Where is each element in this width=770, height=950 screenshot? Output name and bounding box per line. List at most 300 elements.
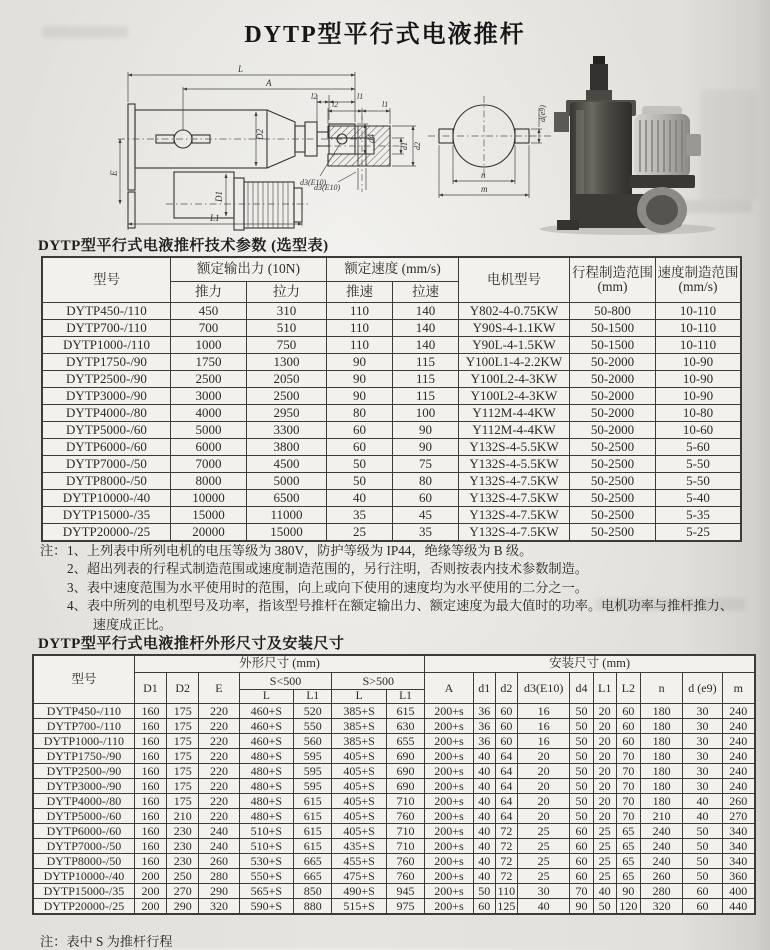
value-cell: 45 [393,507,459,524]
value-cell: 10-60 [656,422,741,439]
value-cell: 220 [199,764,239,779]
value-cell: 50-2000 [570,388,656,405]
value-cell: 50 [683,854,722,869]
value-cell: 25 [517,869,569,884]
value-cell: 5000 [247,473,327,490]
value-cell: 385+S [332,704,386,719]
value-cell: 30 [517,884,569,899]
table-row [34,764,755,779]
value-cell: 710 [386,824,424,839]
col-header-d-e9: d (e9) [683,673,722,704]
value-cell: 945 [386,884,424,899]
value-cell: 160 [134,719,166,734]
model-cell: DYTP8000-/50 [34,854,135,869]
value-cell: 35 [393,524,459,541]
value-cell: 64 [495,749,517,764]
value-cell: 435+S [332,839,386,854]
table-row [34,839,755,854]
value-cell: 480+S [239,779,293,794]
col-header-s-lt-500: S<500 [239,673,332,690]
page-title: DYTP型平行式电液推杆 [244,22,526,48]
value-cell: 200 [134,884,166,899]
value-cell: 480+S [239,809,293,824]
notes-label: 注： [40,543,67,558]
value-cell: Y90L-4-1.5KW [459,337,570,354]
value-cell: 20 [517,779,569,794]
col-header-L-gt: L [332,690,386,704]
table-row [43,405,741,422]
model-cell: DYTP450-/110 [34,704,135,719]
dim-label-d3: d3(E10) [300,178,327,187]
section2-title: DYTP型平行式电液推杆外形尺寸及安装尺寸 [38,636,345,652]
value-cell: 180 [640,749,682,764]
value-cell: 200 [134,899,166,914]
value-cell: 320 [640,899,682,914]
value-cell: 360 [722,869,754,884]
value-cell: 60 [683,899,722,914]
model-cell: DYTP4000-/80 [43,405,171,422]
selection-table-body [43,303,741,541]
value-cell: 50 [473,884,495,899]
dim-label-l1: l1 [357,92,364,101]
value-cell: Y90S-4-1.1KW [459,320,570,337]
value-cell: 50-2000 [570,405,656,422]
table-row [43,371,741,388]
speed-range-label: 速度制造范围 [657,264,739,280]
model-cell: DYTP6000-/60 [43,439,171,456]
model-cell: DYTP1750-/90 [34,749,135,764]
col-header-push-speed: 推速 [327,282,393,303]
col-header-pull-speed: 拉速 [393,282,459,303]
model-cell: DYTP2500-/90 [43,371,171,388]
value-cell: 240 [640,824,682,839]
value-cell: 200+s [425,764,473,779]
table-row [34,869,755,884]
value-cell: 220 [199,794,239,809]
bottom-note: 注：表中 S 为推杆行程 [40,934,173,949]
value-cell: 50 [593,899,616,914]
value-cell: 440 [722,899,754,914]
value-cell: 50 [570,779,593,794]
value-cell: 110 [327,320,393,337]
value-cell: 50 [683,839,722,854]
value-cell: 240 [640,839,682,854]
value-cell: 65 [616,824,640,839]
table-row [34,854,755,869]
col-header-outline-group: 外形尺寸 (mm) [134,656,424,673]
value-cell: 90 [327,371,393,388]
model-cell: DYTP15000-/35 [34,884,135,899]
value-cell: 690 [386,779,424,794]
value-cell: 8000 [171,473,247,490]
value-cell: 760 [386,869,424,884]
dim-label-d1: d1 [400,142,409,150]
value-cell: 50-2500 [570,473,656,490]
value-cell: 270 [167,884,199,899]
col-header-model: 型号 [34,656,135,704]
value-cell: Y100L2-4-3KW [459,388,570,405]
dim-label-n: n [481,170,486,180]
value-cell: 6000 [171,439,247,456]
value-cell: 4500 [247,456,327,473]
value-cell: 50 [683,824,722,839]
value-cell: 50 [570,749,593,764]
value-cell: 290 [167,899,199,914]
value-cell: 70 [616,779,640,794]
dim-label-L: L [238,64,244,74]
value-cell: 60 [570,824,593,839]
value-cell: 5-50 [656,473,741,490]
value-cell: 750 [247,337,327,354]
value-cell: Y100L1-4-2.2KW [459,354,570,371]
value-cell: 200+s [425,719,473,734]
value-cell: 460+S [239,734,293,749]
value-cell: 240 [722,749,754,764]
col-header-d2: d2 [495,673,517,704]
value-cell: 200+s [425,899,473,914]
value-cell: 240 [722,734,754,749]
model-cell: DYTP1000-/110 [34,734,135,749]
value-cell: 760 [386,809,424,824]
table-row [43,320,741,337]
table-row [34,824,755,839]
value-cell: 240 [722,719,754,734]
dim-label-d2: d2 [413,142,422,150]
value-cell: 50-800 [570,303,656,320]
value-cell: Y132S-4-5.5KW [459,439,570,456]
value-cell: 200+s [425,884,473,899]
value-cell: 405+S [332,794,386,809]
value-cell: 25 [593,839,616,854]
value-cell: 690 [386,749,424,764]
model-cell: DYTP15000-/35 [43,507,171,524]
value-cell: 590+S [239,899,293,914]
value-cell: 240 [722,704,754,719]
value-cell: 200+s [425,779,473,794]
value-cell: 220 [199,809,239,824]
value-cell: 50-2000 [570,354,656,371]
value-cell: 30 [683,749,722,764]
col-header-model: 型号 [43,258,171,303]
col-header-stroke-range [570,258,656,303]
value-cell: 90 [616,884,640,899]
value-cell: 20 [517,749,569,764]
value-cell: 595 [294,779,332,794]
value-cell: 20 [593,719,616,734]
model-cell: DYTP10000-/40 [34,869,135,884]
value-cell: 50-1500 [570,320,656,337]
value-cell: 550+S [239,869,293,884]
model-cell: DYTP2500-/90 [34,764,135,779]
table-row [43,473,741,490]
value-cell: 60 [327,422,393,439]
value-cell: 72 [495,869,517,884]
value-cell: 40 [683,809,722,824]
value-cell: 30 [683,734,722,749]
value-cell: 340 [722,839,754,854]
value-cell: 180 [640,734,682,749]
value-cell: 20000 [171,524,247,541]
value-cell: 40 [473,839,495,854]
value-cell: 3000 [171,388,247,405]
value-cell: 180 [640,764,682,779]
value-cell: 240 [199,839,239,854]
value-cell: 220 [199,719,239,734]
dim-label-E: E [109,170,119,176]
value-cell: 60 [570,854,593,869]
model-cell: DYTP7000-/50 [43,456,171,473]
value-cell: 560 [294,734,332,749]
value-cell: 60 [570,869,593,884]
model-cell: DYTP1750-/90 [43,354,171,371]
value-cell: 160 [134,734,166,749]
value-cell: 25 [593,869,616,884]
value-cell: 90 [393,422,459,439]
value-cell: 250 [167,869,199,884]
dim-label-L1: L1 [210,213,220,223]
table-row [43,354,741,371]
notes-block [40,542,746,634]
value-cell: 115 [393,371,459,388]
value-cell: 10-110 [656,303,741,320]
value-cell: 50-2000 [570,422,656,439]
table-row [43,439,741,456]
note-item-2: 2、超出列表的行程式制造范围或速度制造范围的，另行注明，否则按表内技术参数制造。 [67,561,588,577]
value-cell: 230 [167,854,199,869]
value-cell: 5-35 [656,507,741,524]
value-cell: 515+S [332,899,386,914]
value-cell: 60 [616,704,640,719]
col-header-m: m [722,673,754,704]
value-cell: 140 [393,303,459,320]
value-cell: 6500 [247,490,327,507]
value-cell: 175 [167,734,199,749]
col-header-n: n [640,673,682,704]
value-cell: 405+S [332,779,386,794]
value-cell: 40 [683,794,722,809]
value-cell: 60 [495,734,517,749]
value-cell: 160 [134,794,166,809]
table-row [34,809,755,824]
value-cell: 50-1500 [570,337,656,354]
value-cell: 10-110 [656,337,741,354]
value-cell: Y802-4-0.75KW [459,303,570,320]
value-cell: 5000 [171,422,247,439]
table-row [43,303,741,320]
value-cell: 3300 [247,422,327,439]
value-cell: 615 [294,824,332,839]
value-cell: 200+s [425,839,473,854]
value-cell: 60 [616,719,640,734]
col-header-speed-range [656,258,741,303]
value-cell: Y132S-4-5.5KW [459,456,570,473]
value-cell: 65 [616,854,640,869]
value-cell: 280 [199,869,239,884]
value-cell: 90 [570,899,593,914]
value-cell: 475+S [332,869,386,884]
value-cell: 1000 [171,337,247,354]
value-cell: 280 [640,884,682,899]
value-cell: 25 [517,824,569,839]
value-cell: 340 [722,854,754,869]
value-cell: 200 [134,869,166,884]
stroke-range-label: 行程制造范围 [572,264,653,280]
value-cell: 480+S [239,764,293,779]
value-cell: 50 [570,734,593,749]
value-cell: 10-80 [656,405,741,422]
value-cell: 490+S [332,884,386,899]
value-cell: 200+s [425,749,473,764]
value-cell: 110 [327,303,393,320]
value-cell: 450 [171,303,247,320]
value-cell: 160 [134,824,166,839]
value-cell: 50-2500 [570,507,656,524]
value-cell: 80 [393,473,459,490]
value-cell: 210 [167,809,199,824]
value-cell: 20 [517,794,569,809]
value-cell: 110 [495,884,517,899]
value-cell: 40 [473,854,495,869]
value-cell: 180 [640,704,682,719]
value-cell: 40 [473,869,495,884]
speed-range-unit: (mm/s) [678,279,718,294]
value-cell: 20 [593,704,616,719]
product-photo [510,54,765,236]
value-cell: 40 [473,779,495,794]
table-row [34,899,755,914]
value-cell: 175 [167,794,199,809]
table-row [43,388,741,405]
value-cell: 630 [386,719,424,734]
value-cell: 60 [473,899,495,914]
model-cell: DYTP20000-/25 [34,899,135,914]
value-cell: 200+s [425,704,473,719]
value-cell: 60 [495,719,517,734]
value-cell: 50-2500 [570,456,656,473]
value-cell: 60 [570,839,593,854]
value-cell: 3800 [247,439,327,456]
value-cell: 710 [386,794,424,809]
value-cell: 615 [294,839,332,854]
value-cell: 10-90 [656,388,741,405]
value-cell: 5-40 [656,490,741,507]
value-cell: 240 [199,824,239,839]
note-item-3: 3、表中速度范围为水平使用时的范围，向上或向下使用的速度均为水平使用的二分之一。 [67,579,588,595]
value-cell: 25 [593,854,616,869]
col-header-push-force: 推力 [171,282,247,303]
model-cell: DYTP3000-/90 [43,388,171,405]
value-cell: 5-25 [656,524,741,541]
value-cell: 565+S [239,884,293,899]
value-cell: 595 [294,764,332,779]
value-cell: 115 [393,354,459,371]
col-header-motor: 电机型号 [459,258,570,303]
dim-label-A: A [266,78,272,88]
value-cell: 160 [134,749,166,764]
value-cell: 160 [134,704,166,719]
value-cell: 615 [294,794,332,809]
value-cell: 530+S [239,854,293,869]
col-header-E: E [199,673,239,704]
value-cell: 20 [593,779,616,794]
value-cell: 455+S [332,854,386,869]
value-cell: 160 [134,764,166,779]
value-cell: 270 [722,809,754,824]
value-cell: Y112M-4-4KW [459,405,570,422]
value-cell: 175 [167,719,199,734]
table-row [34,794,755,809]
value-cell: 160 [134,809,166,824]
value-cell: 665 [294,869,332,884]
value-cell: 70 [616,749,640,764]
value-cell: 2500 [247,388,327,405]
dim-label-de9: d(e9) [538,105,547,122]
value-cell: 2050 [247,371,327,388]
dimensions-table [33,655,755,914]
value-cell: 40 [327,490,393,507]
value-cell: 520 [294,704,332,719]
model-cell: DYTP6000-/60 [34,824,135,839]
value-cell: 16 [517,704,569,719]
value-cell: 460+S [239,704,293,719]
value-cell: 36 [473,734,495,749]
value-cell: 60 [495,704,517,719]
value-cell: 480+S [239,794,293,809]
value-cell: 35 [327,507,393,524]
value-cell: 510+S [239,839,293,854]
value-cell: 70 [616,764,640,779]
value-cell: 10-110 [656,320,741,337]
value-cell: 65 [616,839,640,854]
value-cell: 175 [167,779,199,794]
value-cell: 5-60 [656,439,741,456]
dim-label-m: m [481,184,488,194]
value-cell: 615 [294,809,332,824]
value-cell: 180 [640,719,682,734]
value-cell: 25 [327,524,393,541]
value-cell: 60 [327,439,393,456]
col-header-D2: D2 [167,673,199,704]
model-cell: DYTP7000-/50 [34,839,135,854]
value-cell: 50 [327,456,393,473]
note-item-1: 1、上列表中所列电机的电压等级为 380V，防护等级为 IP44，绝缘等级为 B 级。 [67,543,533,558]
value-cell: 60 [683,884,722,899]
value-cell: 10000 [171,490,247,507]
value-cell: 20 [517,764,569,779]
col-header-speed-group: 额定速度 (mm/s) [327,258,459,282]
table-row [43,524,741,541]
model-cell: DYTP450-/110 [43,303,171,320]
dim-label-l2: l2 [332,100,339,109]
value-cell: 160 [134,839,166,854]
value-cell: 20 [593,794,616,809]
value-cell: 200+s [425,869,473,884]
value-cell: 16 [517,719,569,734]
col-header-L1-lt: L1 [294,690,332,704]
value-cell: 64 [495,764,517,779]
col-header-pull-force: 拉力 [247,282,327,303]
section1-title: DYTP型平行式电液推杆技术参数 (选型表) [38,238,329,254]
value-cell: 240 [722,764,754,779]
table-row [43,456,741,473]
value-cell: 10-90 [656,371,741,388]
value-cell: 340 [722,824,754,839]
value-cell: 25 [517,854,569,869]
value-cell: 36 [473,719,495,734]
value-cell: 50 [570,719,593,734]
value-cell: 40 [473,824,495,839]
value-cell: 50-2500 [570,524,656,541]
